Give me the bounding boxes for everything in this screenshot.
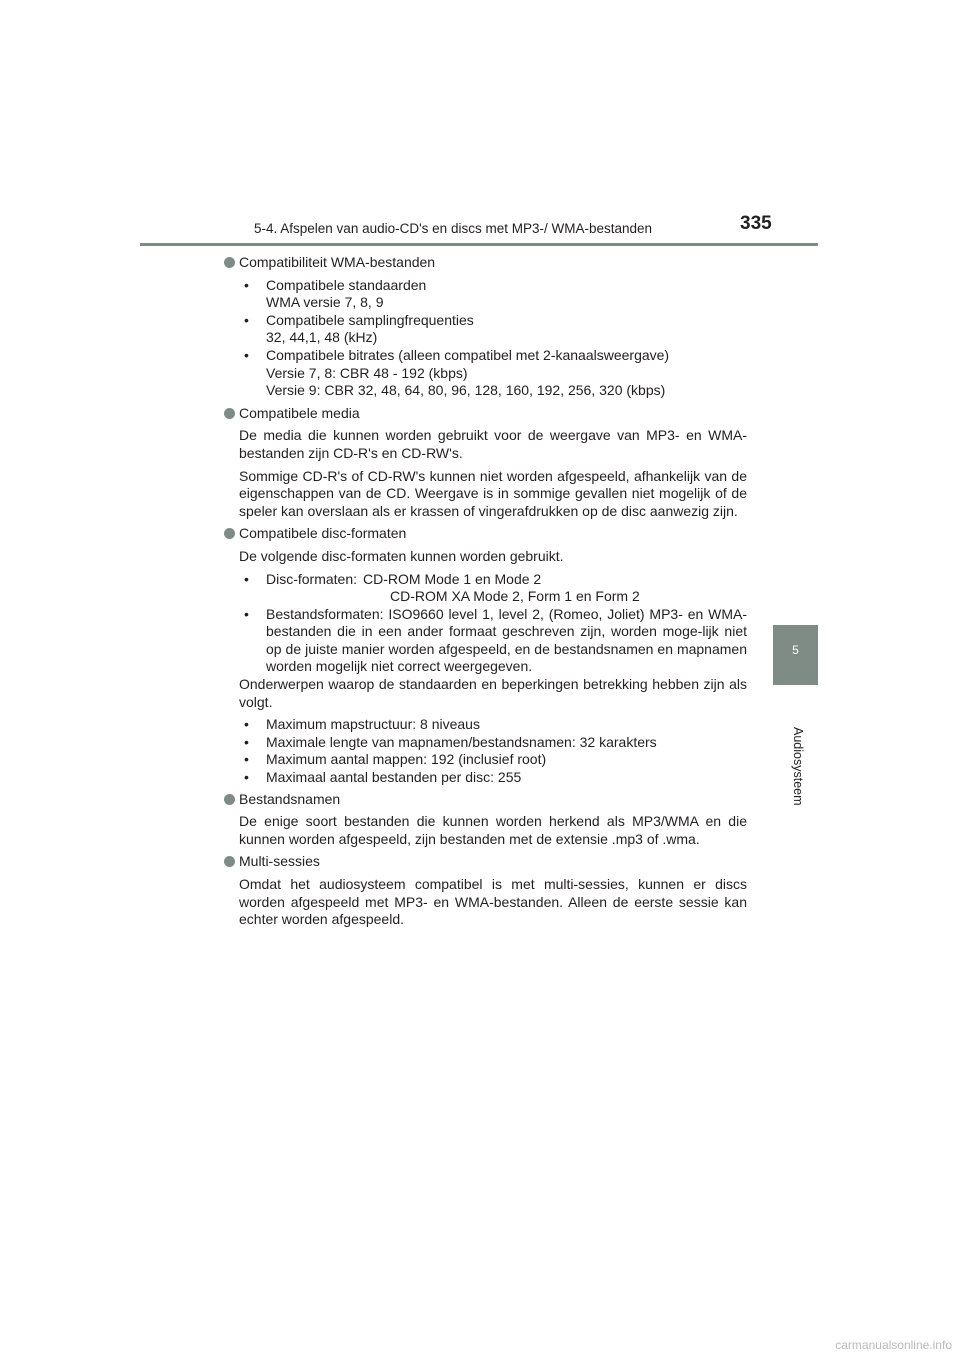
- section-formats: [224, 525, 747, 786]
- paragraph: Onderwerpen waarop de standaarden en beperkingen betrekking hebben zijn als volgt.: [239, 676, 747, 710]
- section-title: Multi-sessies: [239, 853, 320, 870]
- bullet-dot-icon: [224, 257, 235, 268]
- list-item: [239, 277, 747, 312]
- item-value: Versie 9: CBR 32, 48, 64, 80, 96, 128, 160, 192, 256, 320 (kbps): [266, 382, 666, 399]
- section-heading: [224, 525, 747, 543]
- item-value: CD-ROM Mode 1 en Mode 2: [363, 570, 542, 587]
- item-label: Compatibele bitrates (alleen compatibel met 2-kanaalsweergave): [266, 346, 670, 363]
- list-item: [239, 571, 747, 606]
- watermark: carmanualsonline.info: [835, 1338, 952, 1352]
- paragraph: De enige soort bestanden die kunnen worden herkend als MP3/WMA en die kunnen worden afgespeeld, zijn bestanden met de extensie .mp3 of .wma.: [239, 813, 747, 847]
- item-value: WMA versie 7, 8, 9: [266, 294, 384, 311]
- chapter-tab: 5: [773, 625, 818, 685]
- section-multisession: [224, 853, 747, 928]
- bullet-icon: •: [244, 733, 249, 750]
- list-item: [239, 606, 747, 676]
- section-title: Compatibele media: [239, 404, 360, 421]
- paragraph: De volgende disc-formaten kunnen worden gebruikt.: [239, 547, 564, 564]
- page-number: 335: [740, 213, 772, 234]
- section-media: [224, 405, 747, 521]
- list-item: [239, 734, 747, 752]
- item-text: Maximale lengte van mapnamen/bestandsnamen: 32 karakters: [266, 733, 657, 750]
- section-heading: [224, 254, 747, 272]
- paragraph: De media die kunnen worden gebruikt voor de weergave van MP3- en WMA-bestanden zijn CD-R's en CD-RW's.: [239, 427, 747, 461]
- item-label: Disc-formaten:: [266, 570, 358, 587]
- bullet-icon: •: [244, 605, 249, 622]
- bullet-dot-icon: [224, 408, 235, 419]
- bullet-icon: •: [244, 716, 249, 733]
- bullet-dot-icon: [224, 794, 235, 805]
- bullet-icon: •: [244, 276, 249, 293]
- bullet-icon: •: [244, 311, 249, 328]
- bullet-dot-icon: [224, 528, 235, 539]
- item-value: Versie 7, 8: CBR 48 - 192 (kbps): [266, 364, 468, 381]
- item-text: Maximaal aantal bestanden per disc: 255: [266, 769, 522, 786]
- section-wma: [224, 254, 747, 400]
- chapter-label: Audiosysteem: [791, 727, 805, 806]
- section-heading: [224, 405, 747, 423]
- paragraph: Omdat het audiosysteem compatibel is met multi-sessies, kunnen er discs worden afgespeeld met MP3- en WMA-bestanden. Alleen de eerste sessie kan echter worden afgespeeld.: [239, 876, 747, 928]
- item-text: Maximum aantal mappen: 192 (inclusief root): [266, 751, 547, 768]
- list-item: [239, 347, 747, 400]
- item-text: Bestandsformaten: ISO9660 level 1, level 2, (Romeo, Joliet) MP3- en WMA-bestanden die in een ander formaat geschreven zijn, worden moge-lijk niet op de juiste manier worden afgespeeld, en de bestandsnamen en mapnamen worden mogelijk niet correct weergegeven.: [266, 605, 747, 675]
- section-filenames: [224, 791, 747, 849]
- list-item: [239, 751, 747, 769]
- page-content: [224, 254, 747, 934]
- item-text: Maximum mapstructuur: 8 niveaus: [266, 716, 480, 733]
- item-value: CD-ROM XA Mode 2, Form 1 en Form 2: [390, 588, 640, 605]
- bullet-icon: •: [244, 570, 249, 587]
- paragraph: Sommige CD-R's of CD-RW's kunnen niet worden afgespeeld, afhankelijk van de eigenschappen van de CD. Weergave is in sommige gevallen niet mogelijk of de speler kan overslaan als er krassen of vingerafdrukken op de disc aanwezig zijn.: [239, 467, 747, 519]
- section-heading: [224, 791, 747, 809]
- bullet-icon: •: [244, 346, 249, 363]
- header-rule: [140, 243, 818, 246]
- header-section-title: 5-4. Afspelen van audio-CD's en discs met MP3-/ WMA-bestanden: [254, 221, 653, 236]
- item-label: Compatibele standaarden: [266, 276, 427, 293]
- bullet-icon: •: [244, 769, 249, 786]
- item-label: Compatibele samplingfrequenties: [266, 311, 474, 328]
- list-item: [239, 716, 747, 734]
- section-title: Compatibiliteit WMA-bestanden: [239, 254, 436, 270]
- section-title: Bestandsnamen: [239, 790, 341, 807]
- bullet-icon: •: [244, 751, 249, 768]
- item-value: 32, 44,1, 48 (kHz): [266, 329, 378, 346]
- list-item: [239, 769, 747, 787]
- section-heading: [224, 853, 747, 871]
- list-item: [239, 312, 747, 347]
- bullet-dot-icon: [224, 856, 235, 867]
- section-title: Compatibele disc-formaten: [239, 525, 407, 542]
